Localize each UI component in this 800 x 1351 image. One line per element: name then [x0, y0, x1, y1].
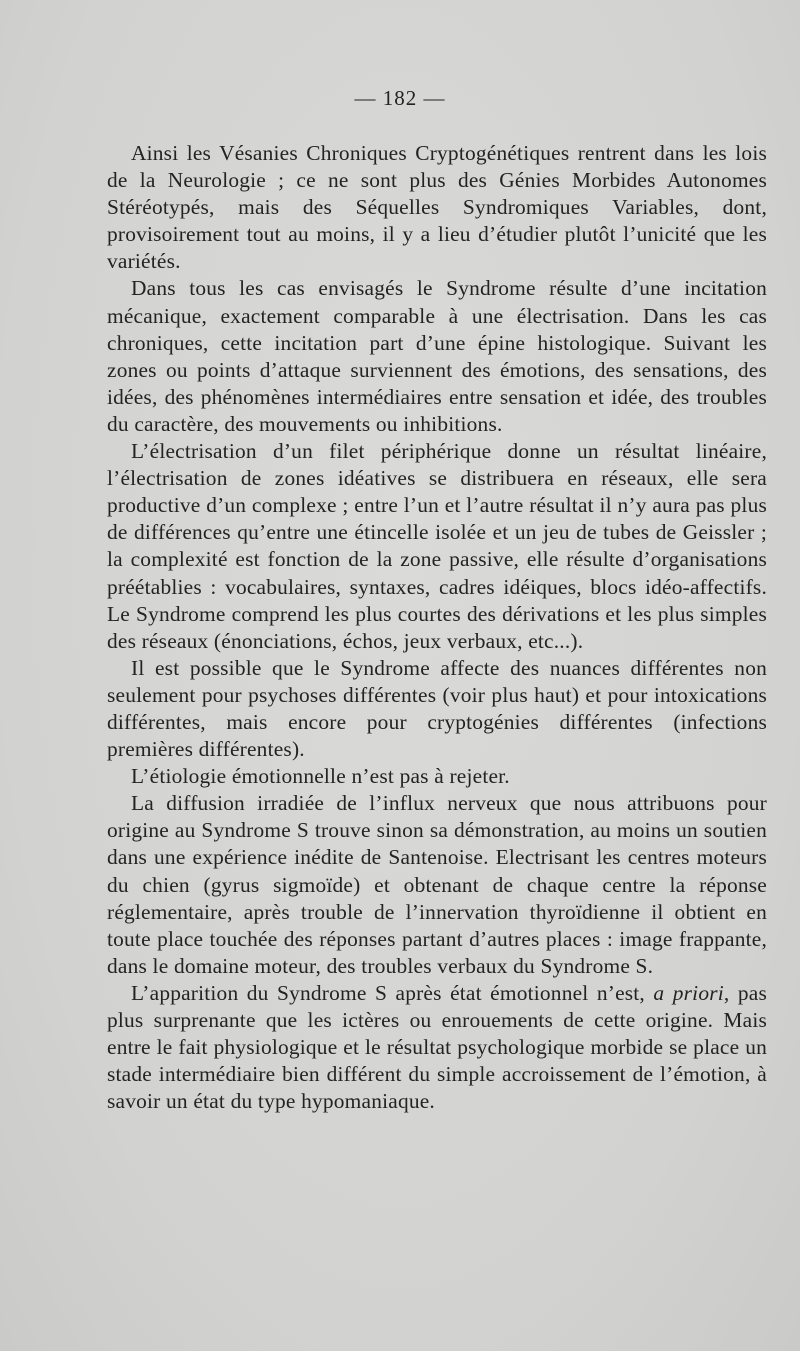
page-number: — 182 —: [354, 86, 446, 110]
paragraph-2: Dans tous les cas envisagés le Syndrome résulte d’une incitation mécanique, exactement comparable à une électrisation. Dans les cas chroniques, cette incitation part d’une épine histologique. Suivant les zones ou points d’attaque surviennent des émotions, des sensations, des idées, des phénomènes intermédiaires entre sensation et idée, des troubles du caractère, des mouvements ou inhibitions.: [107, 276, 767, 436]
paragraph-7-start: L’apparition du Syndrome S après état émotionnel n’est,: [131, 980, 654, 1005]
paragraph-5: L’étiologie émotionnelle n’est pas à rejeter.: [131, 764, 510, 789]
paragraph-3: L’électrisation d’un filet périphérique donne un résultat linéaire, l’électrisation de zones idéatives se distribuera en réseaux, elle sera productive d’un complexe ; entre l’un et l’autre résultat il n’y aura pas plus de différences qu’entre une étincelle isolée et un jeu de tubes de Geissler ; la complexité est fonction de la zone passive, elle résulte d’organisations préétablies : vocabulaires, syntaxes, cadres idéiques, blocs idéo-affectifs. Le Syndrome comprend les plus courtes des dérivations et les plus simples des réseaux (énonciations, échos, jeux verbaux, etc...).: [107, 439, 767, 653]
body-text: [107, 140, 767, 1115]
italic-phrase: a priori: [653, 980, 724, 1005]
paragraph-4: Il est possible que le Syndrome affecte des nuances différentes non seulement pour psychoses différentes (voir plus haut) et pour intoxications différentes, mais encore pour cryptogénies différentes (infections premières différentes).: [107, 655, 767, 762]
paragraph-6: La diffusion irradiée de l’influx nerveux que nous attribuons pour origine au Syndrome S trouve sinon sa démonstration, au moins un soutien dans une expérience inédite de Santenoise. Electrisant les centres moteurs du chien (gyrus sigmoïde) et obtenant de chaque centre la réponse réglementaire, après trouble de l’innervation thyroïdienne il obtient en toute place touchée des réponses partant d’autres places : image frappante, dans le domaine moteur, des troubles verbaux du Syndrome S.: [107, 791, 767, 978]
paragraph-1: Ainsi les Vésanies Chroniques Cryptogénétiques rentrent dans les lois de la Neurologie ; ce ne sont plus des Génies Morbides Autonomes Stéréotypés, mais des Séquelles Syndromiques Variables, dont, provisoirement tout au moins, il y a lieu d’étudier plutôt l’unicité que les variétés.: [107, 141, 767, 274]
paragraph-7-end: , pas plus surprenante que les ictères ou enrouements de cette origine. Mais entre le fait physiologique et le résultat psychologique morbide se place un stade intermédiaire bien différent du simple accroissement de l’émotion, à savoir un état du type hypomaniaque.: [107, 980, 767, 1114]
paragraph-7: [107, 980, 767, 1115]
